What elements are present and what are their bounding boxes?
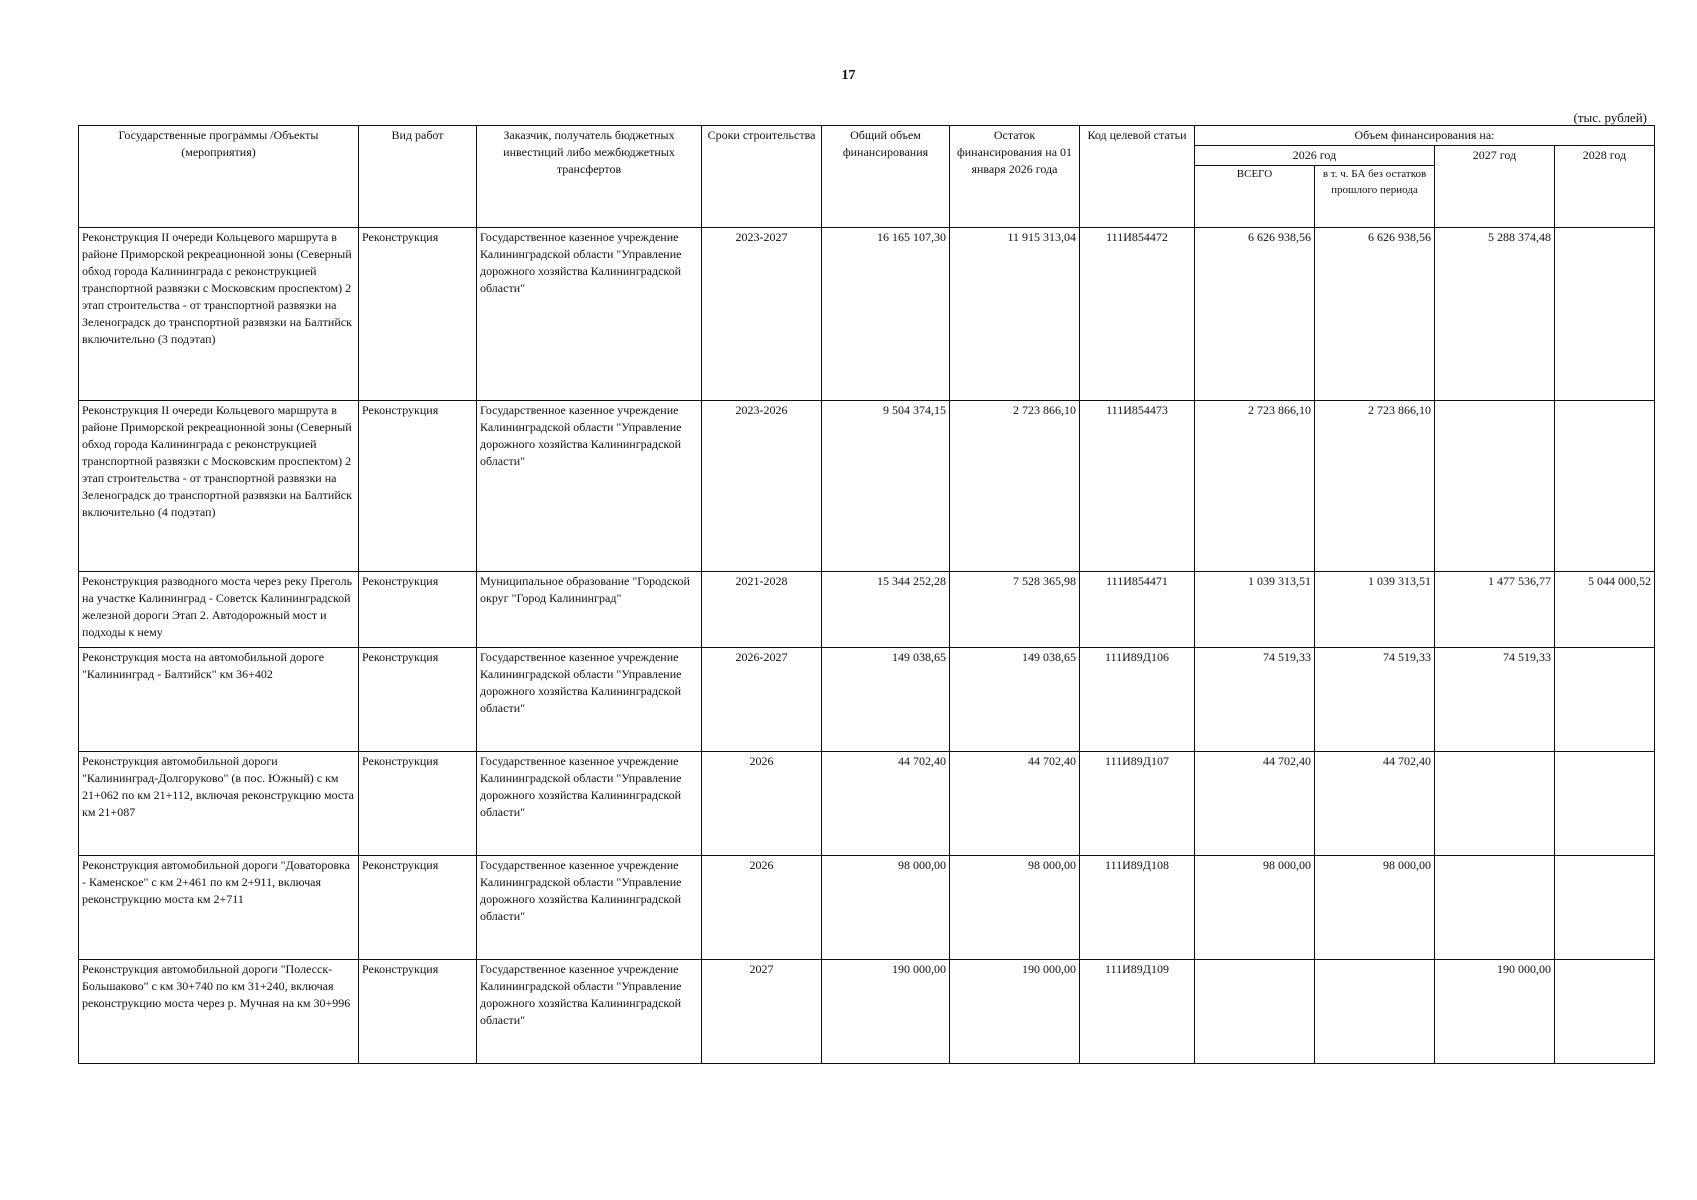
row-work-type: Реконструкция xyxy=(359,752,477,856)
row-work-type: Реконструкция xyxy=(359,960,477,1064)
row-period: 2021-2028 xyxy=(702,572,822,648)
row-2026-total: 1 039 313,51 xyxy=(1195,572,1315,648)
row-2026-ba: 74 519,33 xyxy=(1315,648,1435,752)
row-total: 15 344 252,28 xyxy=(822,572,950,648)
row-work-type: Реконструкция xyxy=(359,648,477,752)
row-period: 2027 xyxy=(702,960,822,1064)
row-2026-ba xyxy=(1315,960,1435,1064)
row-customer: Государственное казенное учреждение Калининградской области "Управление дорожного хозяйства Калининградской области" xyxy=(477,752,702,856)
row-2027 xyxy=(1435,752,1555,856)
row-customer: Государственное казенное учреждение Калининградской области "Управление дорожного хозяйства Калининградской области" xyxy=(477,401,702,572)
row-period: 2026 xyxy=(702,752,822,856)
investment-table xyxy=(78,125,1655,1064)
row-program: Реконструкция II очереди Кольцевого маршрута в районе Приморской рекреационной зоны (Северный обход города Калининграда с реконструкцией транспортной развязки с Московским проспектом) 2 этап строительства - от транспортной развязки на Зеленоградск до транспортной развязки на Балтийск включительно (4 подэтап) xyxy=(79,401,359,572)
row-program: Реконструкция II очереди Кольцевого маршрута в районе Приморской рекреационной зоны (Северный обход города Калининграда с реконструкцией транспортной развязки с Московским проспектом) 2 этап строительства - от транспортной развязки на Зеленоградск до транспортной развязки на Балтийск включительно (3 подэтап) xyxy=(79,228,359,401)
row-2026-total: 6 626 938,56 xyxy=(1195,228,1315,401)
row-total: 190 000,00 xyxy=(822,960,950,1064)
row-2026-ba: 6 626 938,56 xyxy=(1315,228,1435,401)
table-row xyxy=(79,752,1655,856)
table-row xyxy=(79,401,1655,572)
row-customer: Муниципальное образование "Городской округ "Город Калининград" xyxy=(477,572,702,648)
row-period: 2023-2027 xyxy=(702,228,822,401)
header-period: Сроки строительства xyxy=(702,126,822,228)
row-customer: Государственное казенное учреждение Калининградской области "Управление дорожного хозяйства Калининградской области" xyxy=(477,856,702,960)
header-2026-total: ВСЕГО xyxy=(1195,166,1315,228)
row-code: 111И854472 xyxy=(1080,228,1195,401)
row-2028 xyxy=(1555,856,1655,960)
row-remainder: 44 702,40 xyxy=(950,752,1080,856)
row-total: 44 702,40 xyxy=(822,752,950,856)
row-2027: 1 477 536,77 xyxy=(1435,572,1555,648)
row-code: 111И89Д107 xyxy=(1080,752,1195,856)
header-2028: 2028 год xyxy=(1555,146,1655,228)
units-label: (тыс. рублей) xyxy=(1573,110,1647,125)
row-2026-ba: 1 039 313,51 xyxy=(1315,572,1435,648)
row-customer: Государственное казенное учреждение Калининградской области "Управление дорожного хозяйства Калининградской области" xyxy=(477,228,702,401)
header-2027: 2027 год xyxy=(1435,146,1555,228)
row-remainder: 190 000,00 xyxy=(950,960,1080,1064)
row-work-type: Реконструкция xyxy=(359,228,477,401)
row-2026-ba: 44 702,40 xyxy=(1315,752,1435,856)
row-2026-total: 74 519,33 xyxy=(1195,648,1315,752)
row-2028 xyxy=(1555,752,1655,856)
row-2027: 190 000,00 xyxy=(1435,960,1555,1064)
row-program: Реконструкция моста на автомобильной дороге "Калининград - Балтийск" км 36+402 xyxy=(79,648,359,752)
row-customer: Государственное казенное учреждение Калининградской области "Управление дорожного хозяйства Калининградской области" xyxy=(477,648,702,752)
row-program: Реконструкция автомобильной дороги "Калининград-Долгоруково" (в пос. Южный) с км 21+062 по км 21+112, включая реконструкцию моста км 21+087 xyxy=(79,752,359,856)
row-remainder: 7 528 365,98 xyxy=(950,572,1080,648)
row-2028: 5 044 000,52 xyxy=(1555,572,1655,648)
row-code: 111И854473 xyxy=(1080,401,1195,572)
row-2028 xyxy=(1555,401,1655,572)
row-customer: Государственное казенное учреждение Калининградской области "Управление дорожного хозяйства Калининградской области" xyxy=(477,960,702,1064)
row-2028 xyxy=(1555,960,1655,1064)
header-customer: Заказчик, получатель бюджетных инвестиций либо межбюджетных трансфертов xyxy=(477,126,702,228)
header-code: Код целевой статьи xyxy=(1080,126,1195,228)
row-period: 2026-2027 xyxy=(702,648,822,752)
row-2026-total: 98 000,00 xyxy=(1195,856,1315,960)
row-2026-total xyxy=(1195,960,1315,1064)
row-2026-ba: 2 723 866,10 xyxy=(1315,401,1435,572)
row-2027: 74 519,33 xyxy=(1435,648,1555,752)
header-funding: Объем финансирования на: xyxy=(1195,126,1655,146)
row-total: 9 504 374,15 xyxy=(822,401,950,572)
row-work-type: Реконструкция xyxy=(359,572,477,648)
page-number: 17 xyxy=(841,68,856,83)
row-total: 16 165 107,30 xyxy=(822,228,950,401)
row-program: Реконструкция автомобильной дороги "Доваторовка - Каменское" с км 2+461 по км 2+911, включая реконструкцию моста км 2+711 xyxy=(79,856,359,960)
header-work-type: Вид работ xyxy=(359,126,477,228)
row-2028 xyxy=(1555,228,1655,401)
row-2028 xyxy=(1555,648,1655,752)
row-code: 111И854471 xyxy=(1080,572,1195,648)
row-2026-total: 2 723 866,10 xyxy=(1195,401,1315,572)
row-2027 xyxy=(1435,401,1555,572)
table-row xyxy=(79,960,1655,1064)
row-code: 111И89Д106 xyxy=(1080,648,1195,752)
row-total: 149 038,65 xyxy=(822,648,950,752)
row-code: 111И89Д109 xyxy=(1080,960,1195,1064)
row-program: Реконструкция разводного моста через реку Преголь на участке Калининград - Советск Калининградской железной дороги Этап 2. Автодорожный мост и подходы к нему xyxy=(79,572,359,648)
header-program: Государственные программы /Объекты (мероприятия) xyxy=(79,126,359,228)
table-row xyxy=(79,856,1655,960)
row-work-type: Реконструкция xyxy=(359,401,477,572)
header-total: Общий объем финансирования xyxy=(822,126,950,228)
row-total: 98 000,00 xyxy=(822,856,950,960)
row-remainder: 98 000,00 xyxy=(950,856,1080,960)
row-remainder: 2 723 866,10 xyxy=(950,401,1080,572)
row-2026-ba: 98 000,00 xyxy=(1315,856,1435,960)
row-period: 2023-2026 xyxy=(702,401,822,572)
row-work-type: Реконструкция xyxy=(359,856,477,960)
row-remainder: 149 038,65 xyxy=(950,648,1080,752)
row-code: 111И89Д108 xyxy=(1080,856,1195,960)
row-2027 xyxy=(1435,856,1555,960)
row-program: Реконструкция автомобильной дороги "Полесск-Большаково" с км 30+740 по км 31+240, включая реконструкцию моста через р. Мучная на км 30+996 xyxy=(79,960,359,1064)
header-2026-ba: в т. ч. БА без остатков прошлого периода xyxy=(1315,166,1435,228)
header-remainder: Остаток финансирования на 01 января 2026 года xyxy=(950,126,1080,228)
row-2027: 5 288 374,48 xyxy=(1435,228,1555,401)
row-period: 2026 xyxy=(702,856,822,960)
row-remainder: 11 915 313,04 xyxy=(950,228,1080,401)
table-row xyxy=(79,228,1655,401)
table-row xyxy=(79,572,1655,648)
table-row xyxy=(79,648,1655,752)
row-2026-total: 44 702,40 xyxy=(1195,752,1315,856)
header-2026: 2026 год xyxy=(1195,146,1435,166)
